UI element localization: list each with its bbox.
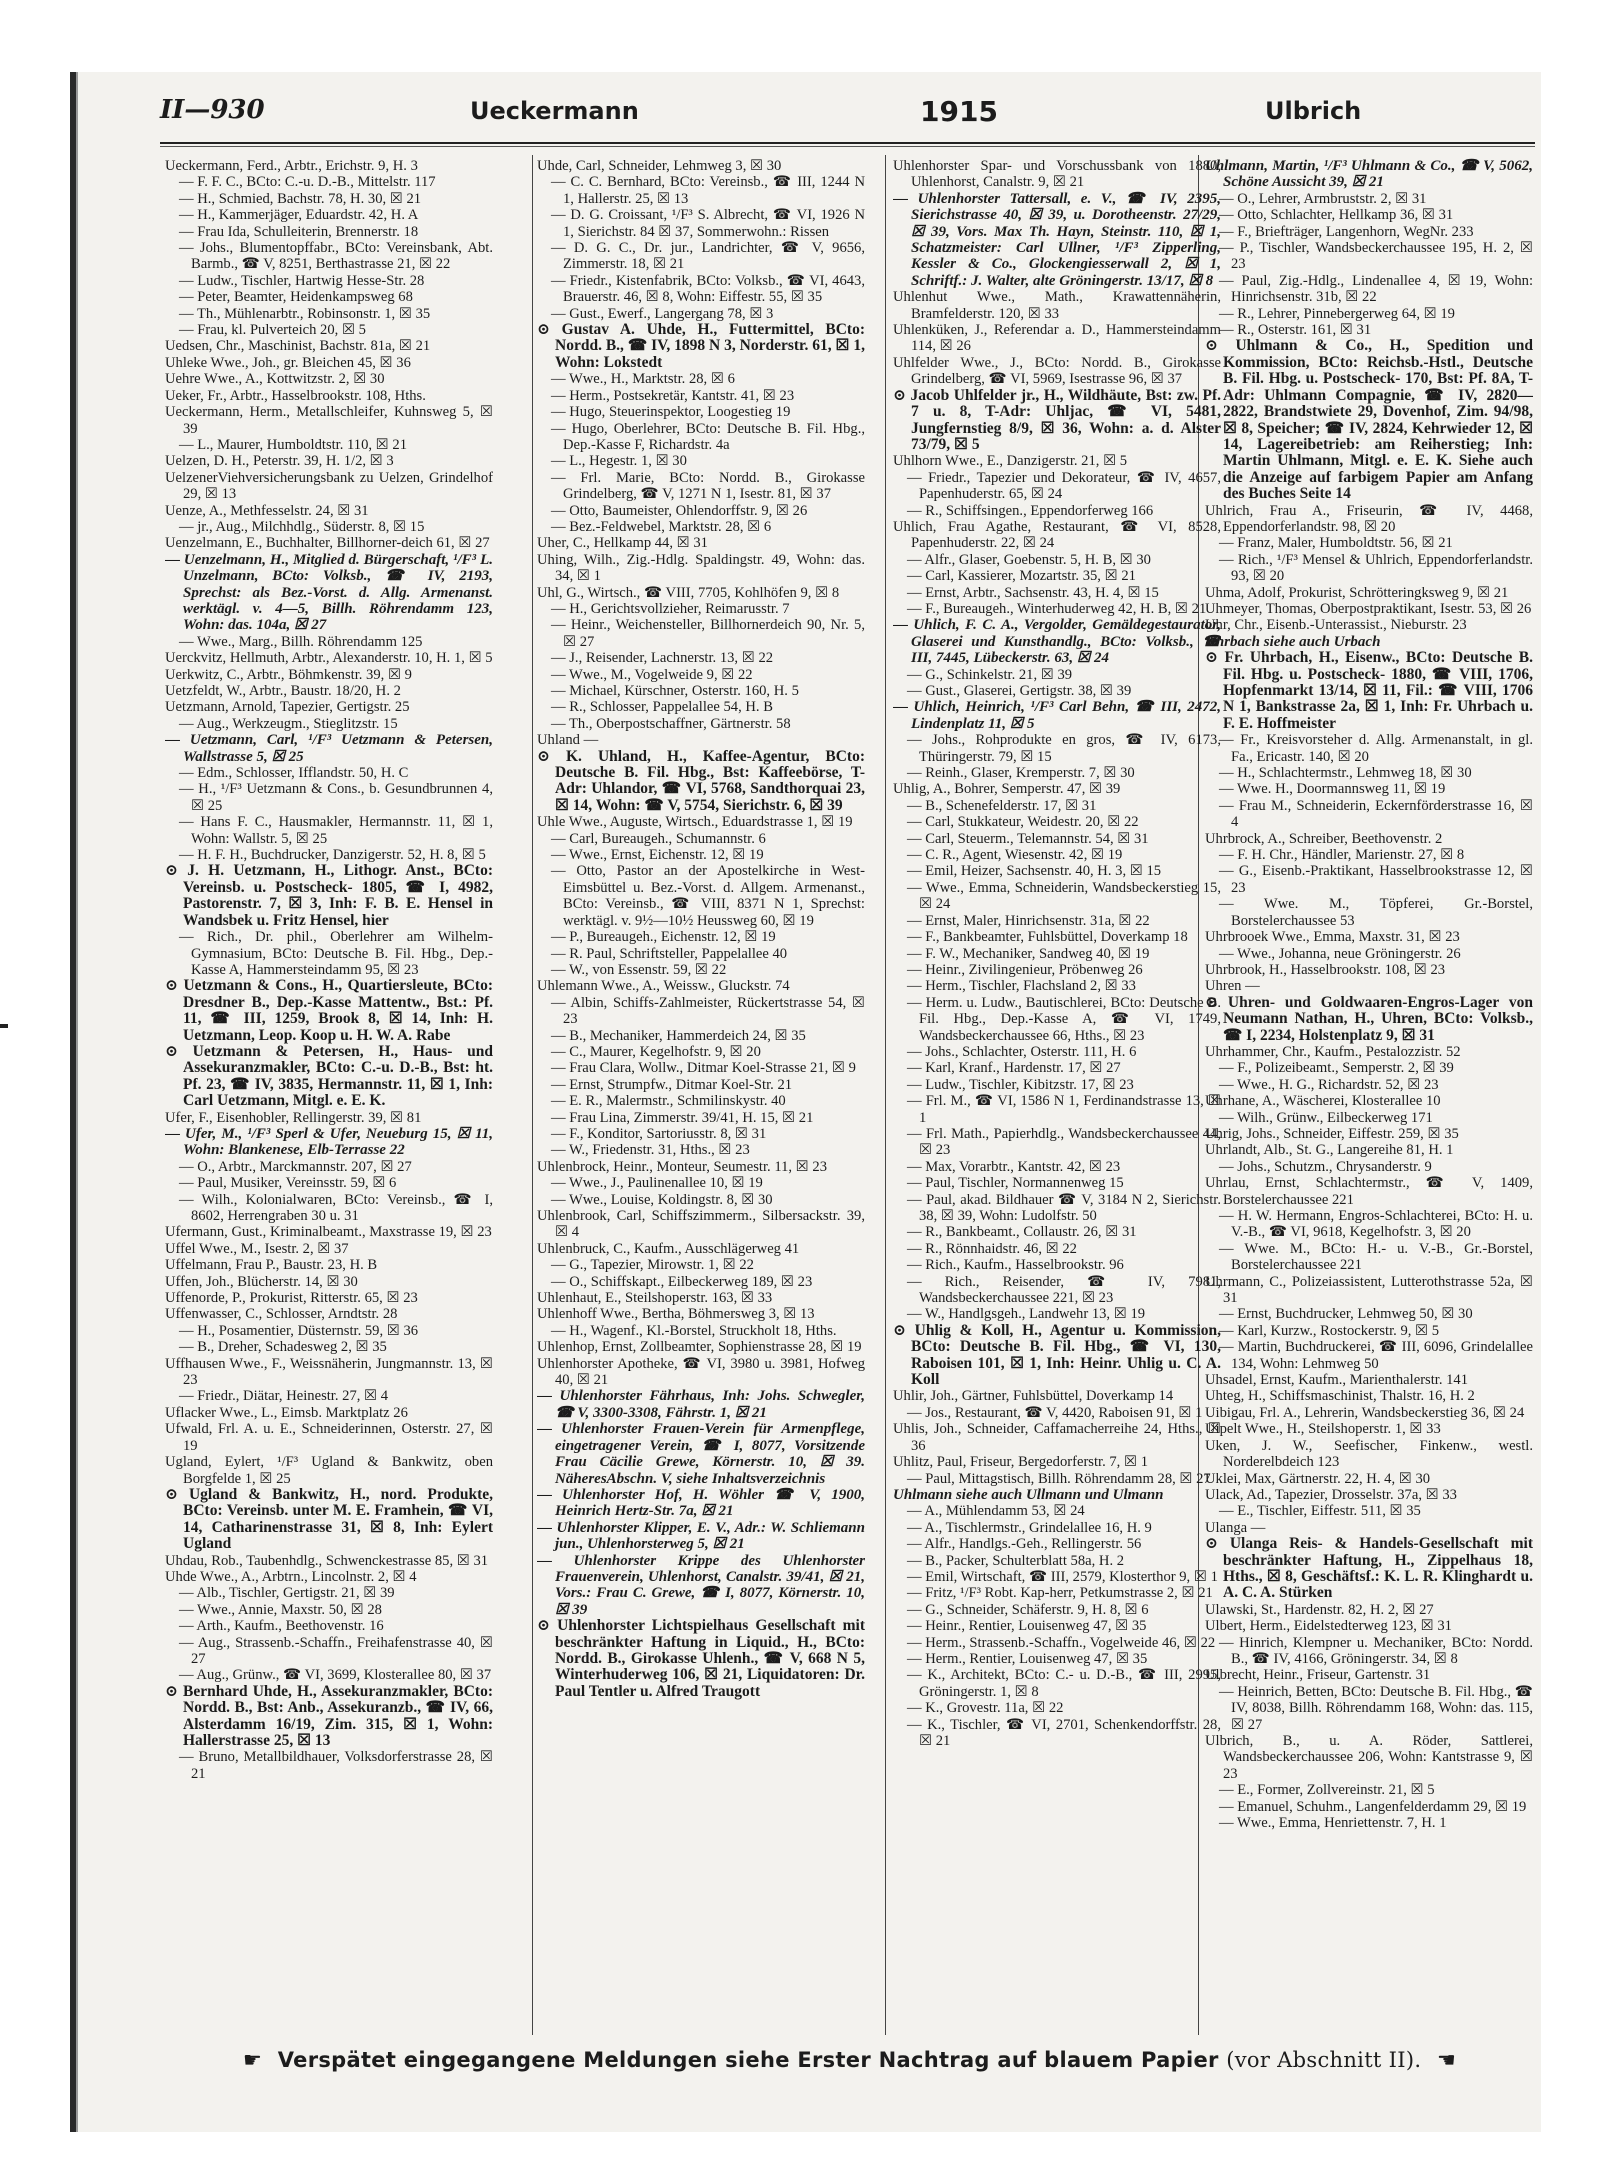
directory-entry: Uedsen, Chr., Maschinist, Bachstr. 81a, ☒ 21 — [165, 338, 431, 355]
directory-entry: ⊙ Ulanga Reis- & Handels-Gesellschaft mit beschränkter Haftung, H., Zippelhaus 18, Hths., ☒ 8, Geschäftsf.: K. L. R. Klinghardt u. A. C. A. Stürken — [1205, 1535, 1533, 1602]
directory-entry: ⊙ J. H. Uetzmann, H., Lithogr. Anst., BCto: Vereinsb. u. Postscheck- 1805, ☎ I, 4982, Pastorenstr. 7, ☒ 3, Inh: F. B. E. Hensel in Wandsbek u. Fritz Hensel, hier — [165, 862, 493, 929]
directory-entry: Ugland, Eylert, ¹/F³ Ugland & Bankwitz, oben Borgfelde 1, ☒ 25 — [165, 1454, 493, 1487]
directory-entry: Uhren — — [1205, 978, 1260, 995]
directory-entry: — Heinr., Weichensteller, Billhornerdeich 90, Nr. 5, ☒ 27 — [551, 617, 865, 650]
running-header — [90, 95, 1530, 135]
directory-entry: — E., Tischler, Eiffestr. 511, ☒ 35 — [1219, 1503, 1421, 1520]
directory-entry: — L., Maurer, Humboldtstr. 110, ☒ 21 — [179, 436, 408, 453]
directory-entry: — Herm., Strassenb.-Schaffn., Vogelweide 46, ☒ 22 — [907, 1634, 1216, 1651]
directory-entry: — Herm., Postsekretär, Kantstr. 41, ☒ 23 — [551, 387, 795, 404]
directory-entry: — J., Reisender, Lachnerstr. 13, ☒ 22 — [551, 650, 774, 667]
directory-entry: Uffenwasser, C., Schlosser, Arndtstr. 28 — [165, 1306, 398, 1323]
directory-entry: Uhlenküken, J., Referendar a. D., Hammersteindamm 114, ☒ 26 — [893, 322, 1221, 355]
directory-entry: — Wwe., Johanna, neue Gröningerstr. 26 — [1219, 945, 1461, 962]
directory-entry: — P., Tischler, Wandsbeckerchaussee 195, H. 2, ☒ 23 — [1219, 240, 1533, 273]
directory-entry: — W., Friedenstr. 31, Hths., ☒ 23 — [551, 1142, 750, 1159]
directory-entry: — R., Lehrer, Pinnebergerweg 64, ☒ 19 — [1219, 305, 1455, 322]
directory-entry: — Bruno, Metallbildhauer, Volksdorferstrasse 28, ☒ 21 — [179, 1749, 493, 1782]
directory-entry: — Johs., Blumentopffabr., BCto: Vereinsbank, Abt. Barmb., ☎ V, 8251, Berthastrasse 21, ☒ 22 — [179, 240, 493, 273]
directory-entry: — B., Dreher, Schadesweg 2, ☒ 35 — [179, 1339, 387, 1356]
directory-entry: Uhrbrook, H., Hasselbrookstr. 108, ☒ 23 — [1205, 961, 1446, 978]
directory-entry: Uhle Wwe., Auguste, Wirtsch., Eduardstrasse 1, ☒ 19 — [537, 814, 853, 831]
directory-column-1 — [165, 158, 493, 2033]
directory-entry: Uhdau, Rob., Taubenhdlg., Schwenckestrasse 85, ☒ 31 — [165, 1552, 489, 1569]
directory-entry: Uhlrich, Frau A., Friseurin, ☎ IV, 4468, Eppendorferlandstr. 98, ☒ 20 — [1205, 502, 1533, 535]
directory-entry: Ufer, F., Eisenhobler, Rellingerstr. 39, ☒ 81 — [165, 1109, 422, 1126]
directory-entry: — Wilh., Grünw., Eilbeckerweg 171 — [1219, 1109, 1433, 1126]
directory-entry: Uhlenhorster Apotheke, ☎ VI, 3980 u. 3981, Hofweg 40, ☒ 21 — [537, 1355, 865, 1389]
directory-entry: ⊙ K. Uhland, H., Kaffee-Agentur, BCto: Deutsche B. Fil. Hbg., Bst: Kaffeebörse, T-Adr: Uhlandor, ☎ VI, 5768, Sandthorquai 23, ☒ 14, Wohn: ☎ V, 5754, Sierichstr. 6, ☒ 39 — [537, 747, 865, 814]
directory-entry: — Alfr., Handlgs.-Geh., Rellingerstr. 56 — [907, 1536, 1142, 1553]
directory-entry: Ulack, Ad., Tapezier, Drosselstr. 37a, ☒ 33 — [1205, 1486, 1457, 1503]
directory-entry: — Alfr., Glaser, Goebenstr. 5, H. B, ☒ 30 — [907, 551, 1151, 568]
directory-entry: Uhrlandt, Alb., St. G., Langereihe 81, H. 1 — [1205, 1142, 1454, 1159]
directory-entry: ⊙ Uhlig & Koll, H., Agentur u. Kommission, BCto: Deutsche B. Fil. Hbg., ☎ VI, 130, Raboisen 101, ☒ 1, Inh: Heinr. Uhlig u. C. A. Koll — [893, 1321, 1221, 1389]
directory-entry: Uhrmann, C., Polizeiassistent, Lutterothstrasse 52a, ☒ 31 — [1205, 1273, 1533, 1307]
directory-entry: Uhlenhoff Wwe., Bertha, Böhmersweg 3, ☒ 13 — [537, 1306, 815, 1323]
directory-entry: — L., Hegestr. 1, ☒ 30 — [551, 453, 687, 470]
directory-entry: Uhrig, Johs., Schneider, Eiffestr. 259, ☒ 35 — [1205, 1125, 1459, 1142]
directory-entry: ⊙ Uhlmann & Co., H., Spedition und Kommission, BCto: Reichsb.-Hstl., Deutsche B. Fil. Hbg. u. Postscheck- 170, Bst: Pf. 8A, T-Adr: Uhlmann Compagnie, ☎ IV, 2820—2822, Brandstwiete 29, Dovenhof, Zim. 94/98, ☒ 8, Speicher; ☎ IV, 2824, Kehrwieder 12, ☒ 14, Lagereibetrieb: am Reiherstieg; Inh: Martin Uhlmann, Mitgl. e. E. K. Siehe auch die Anzeige auf farbigem Papier am Anfang des Buches Seite 14 — [1205, 337, 1533, 503]
directory-entry: — H., Schlachtermstr., Lehmweg 18, ☒ 30 — [1219, 765, 1472, 782]
directory-entry: — G., Tapezier, Mirowstr. 1, ☒ 22 — [551, 1257, 754, 1274]
directory-entry: — Herm., Tischler, Flachsland 2, ☒ 33 — [907, 978, 1136, 995]
directory-entry: — W., Handlgsgeh., Landwehr 13, ☒ 19 — [907, 1306, 1146, 1323]
directory-entry: — H. W. Hermann, Engros-Schlachterei, BCto: H. u. V.-B., ☎ VI, 9618, Kegelhofstr. 3, ☒ 20 — [1219, 1208, 1533, 1241]
directory-entry: — Hugo, Oberlehrer, BCto: Deutsche B. Fil. Hbg., Dep.-Kasse F, Richardstr. 4a — [551, 420, 865, 453]
directory-entry: Uhl, G., Wirtsch., ☎ VIII, 7705, Kohlhöfen 9, ☒ 8 — [537, 584, 840, 601]
directory-entry: Uhlich, Frau Agathe, Restaurant, ☎ VI, 8528, Papenhuderstr. 22, ☒ 24 — [893, 518, 1221, 552]
directory-entry: — Fritz, ¹/F³ Robt. Kap-herr, Petkumstrasse 2, ☒ 21 — [907, 1585, 1213, 1602]
directory-entry: — B., Mechaniker, Hammerdeich 24, ☒ 35 — [551, 1027, 806, 1044]
pointing-hand-left-icon: ☛ — [243, 2048, 263, 2072]
directory-entry: — Otto, Schlachter, Hellkamp 36, ☒ 31 — [1219, 207, 1454, 224]
directory-entry: — Johs., Rohprodukte en gros, ☎ IV, 6173, Thüringerstr. 79, ☒ 15 — [907, 732, 1221, 765]
directory-entry: Uhlenhorster Spar- und Vorschussbank von 1880, Uhlenhorst, Canalstr. 9, ☒ 21 — [893, 158, 1221, 191]
directory-entry: — Wwe. H., Doormannsweg 11, ☒ 19 — [1219, 781, 1446, 798]
directory-entry: Uhrbrooek Wwe., Emma, Maxstr. 31, ☒ 23 — [1205, 929, 1460, 946]
directory-entry: Uipelt Wwe., H., Steilshoperstr. 1, ☒ 33 — [1205, 1421, 1441, 1438]
directory-entry: Uhlir, Joh., Gärtner, Fuhlsbüttel, Doverkamp 14 — [893, 1388, 1174, 1405]
directory-entry: Uhteg, H., Schiffsmaschinist, Thalstr. 16, H. 2 — [1205, 1388, 1475, 1405]
pointing-hand-right-icon: ☚ — [1436, 2048, 1457, 2072]
directory-entry: Ufermann, Gust., Kriminalbeamt., Maxstrasse 19, ☒ 23 — [165, 1224, 492, 1241]
directory-entry: — Hugo, Steuerinspektor, Loogestieg 19 — [551, 404, 791, 421]
directory-entry: Uhr, Chr., Eisenb.-Unterassist., Nieburstr. 23 — [1205, 617, 1467, 634]
directory-entry: Ueckermann, Ferd., Arbtr., Erichstr. 9, H. 3 — [165, 158, 418, 174]
directory-entry: — Gust., Ewerf., Langergang 78, ☒ 3 — [551, 305, 774, 322]
directory-entry: — Wwe., M., Vogelweide 9, ☒ 22 — [551, 666, 753, 683]
directory-entry: — Hinrich, Klempner u. Mechaniker, BCto: Nordd. B., ☎ IV, 4166, Gröningerstr. 34, ☒ 8 — [1219, 1634, 1533, 1667]
directory-entry: — Carl, Bureaugeh., Schumannstr. 6 — [551, 830, 766, 847]
directory-entry: Uhlenbrock, Heinr., Monteur, Seumestr. 11, ☒ 23 — [537, 1158, 828, 1175]
header-first-entry: Ueckermann — [470, 97, 639, 125]
directory-entry: Uflacker Wwe., L., Eimsb. Marktplatz 26 — [165, 1404, 408, 1421]
directory-entry: ⊙ Bernhard Uhde, H., Assekuranzmakler, BCto: Nordd. B., Bst: Anb., Assekuranzb., ☎ IV, 66, Alsterdamm 16/19, Zim. 315, ☒ 1, Wohn: Hallerstrasse 25, ☒ 13 — [165, 1682, 493, 1749]
directory-entry: — Johs., Schutzm., Chrysanderstr. 9 — [1219, 1158, 1432, 1175]
directory-entry: Ulbert, Herm., Eidelstedterweg 123, ☒ 31 — [1205, 1618, 1452, 1635]
header-rule — [160, 142, 1535, 144]
directory-entry: Uhlfelder Wwe., J., BCto: Nordd. B., Girokasse Grindelberg, ☎ VI, 5969, Isestrasse 96, ☒ 37 — [893, 354, 1221, 388]
directory-entry: — Peter, Beamter, Heidenkampsweg 68 — [179, 289, 413, 306]
page-number: II—930 — [160, 95, 265, 125]
directory-entry: — H., ¹/F³ Uetzmann & Cons., b. Gesundbrunnen 4, ☒ 25 — [179, 781, 493, 814]
directory-entry: — Karl, Kranf., Hardenstr. 17, ☒ 27 — [907, 1060, 1121, 1077]
directory-entry: Uher, C., Hellkamp 44, ☒ 31 — [537, 535, 708, 552]
directory-entry: Uklei, Max, Gärtnerstr. 22, H. 4, ☒ 30 — [1205, 1470, 1431, 1487]
directory-entry: — H., Kammerjäger, Eduardstr. 42, H. A — [179, 207, 419, 224]
directory-entry: — A., Mühlendamm 53, ☒ 24 — [907, 1503, 1085, 1520]
directory-entry: Uerckvitz, Hellmuth, Arbtr., Alexanderstr. 10, H. 1, ☒ 5 — [165, 650, 493, 667]
directory-entry: Uenze, A., Methfesselstr. 24, ☒ 31 — [165, 502, 369, 519]
directory-entry: Uhlig, A., Bohrer, Semperstr. 47, ☒ 39 — [893, 781, 1121, 798]
directory-entry: — Frau, kl. Pulverteich 20, ☒ 5 — [179, 322, 366, 339]
directory-entry: — Emil, Heizer, Sachsenstr. 40, H. 3, ☒ 15 — [907, 863, 1162, 880]
directory-entry: — Herm., Rentier, Louisenweg 47, ☒ 35 — [907, 1650, 1148, 1667]
directory-entry: — Herm. u. Ludw., Bautischlerei, BCto: Deutsche B. Fil. Hbg., Dep.-Kasse A, ☎ VI, 1749, Wandsbeckerchaussee 66, Hths., ☒ 23 — [907, 994, 1221, 1044]
directory-entry: — A., Tischlermstr., Grindelallee 16, H. 9 — [907, 1519, 1152, 1536]
directory-entry: — Ernst, Buchdrucker, Lehmweg 50, ☒ 30 — [1219, 1306, 1473, 1323]
directory-entry: — H., Posamentier, Düsternstr. 59, ☒ 36 — [179, 1322, 419, 1339]
directory-entry: — Bez.-Feldwebel, Marktstr. 28, ☒ 6 — [551, 518, 772, 535]
directory-entry: — Rich., Dr. phil., Oberlehrer am Wilhelm-Gymnasium, BCto: Deutsche B. Fil. Hbg., Dep.-Kasse A, Hammersteindamm 95, ☒ 23 — [179, 929, 493, 978]
directory-entry: — Karl, Kurzw., Rostockerstr. 9, ☒ 5 — [1219, 1322, 1440, 1339]
directory-entry: — Fr., Kreisvorsteher d. Allg. Armenanstalt, in gl. Fa., Ericastr. 140, ☒ 20 — [1219, 732, 1533, 765]
directory-entry: — D. G. C., Dr. jur., Landrichter, ☎ V, 9656, Zimmerstr. 18, ☒ 21 — [551, 240, 865, 273]
directory-entry: — Wwe., Annie, Maxstr. 50, ☒ 28 — [179, 1601, 382, 1618]
directory-entry: Uhlhorn Wwe., E., Danzigerstr. 21, ☒ 5 — [893, 453, 1128, 470]
directory-entry: UelzenerViehversicherungsbank zu Uelzen, Grindelhof 29, ☒ 13 — [165, 469, 493, 503]
directory-entry: Uhlitz, Paul, Friseur, Bergedorferstr. 7, ☒ 1 — [893, 1454, 1149, 1471]
directory-entry: Uffel Wwe., M., Isestr. 2, ☒ 37 — [165, 1240, 349, 1257]
footer-notice-text: Verspätet eingegangene Meldungen siehe Erster Nachtrag auf blauem Papier — [277, 2048, 1219, 2072]
directory-entry: Uhlenbrook, Carl, Schiffszimmerm., Silbersackstr. 39, ☒ 4 — [537, 1208, 865, 1241]
directory-entry: Uffelmann, Frau P., Baustr. 23, H. B — [165, 1257, 378, 1274]
directory-entry: — H. F. H., Buchdrucker, Danzigerstr. 52, H. 8, ☒ 5 — [179, 847, 486, 864]
directory-entry: — Albin, Schiffs-Zahlmeister, Rückertstrasse 54, ☒ 23 — [551, 994, 865, 1028]
directory-entry: — C. C. Bernhard, BCto: Vereinsb., ☎ III, 1244 N 1, Hallerstr. 25, ☒ 13 — [551, 174, 865, 207]
directory-entry: — R. Paul, Schriftsteller, Pappelallee 40 — [551, 945, 788, 962]
directory-entry: — Gust., Glaserei, Gertigstr. 38, ☒ 39 — [907, 683, 1132, 699]
directory-entry: — Johs., Schlachter, Osterstr. 111, H. 6 — [907, 1043, 1137, 1060]
directory-entry: — Ernst, Arbtr., Sachsenstr. 43, H. 4, ☒ 15 — [907, 584, 1159, 601]
directory-entry: — F. H. Chr., Händler, Marienstr. 27, ☒ 8 — [1219, 847, 1465, 864]
header-year: 1915 — [920, 95, 998, 128]
directory-entry: Ufwald, Frl. A. u. E., Schneiderinnen, Osterstr. 27, ☒ 19 — [165, 1421, 493, 1454]
directory-entry: — Aug., Grünw., ☎ VI, 3699, Klosterallee 80, ☒ 37 — [179, 1667, 492, 1684]
header-last-entry: Ulbrich — [1265, 97, 1362, 125]
directory-entry: — O., Schiffskapt., Eilbeckerweg 189, ☒ 23 — [551, 1273, 813, 1290]
directory-entry: — Carl, Kassierer, Mozartstr. 35, ☒ 21 — [907, 568, 1136, 585]
directory-entry: — Uetzmann, Carl, ¹/F³ Uetzmann & Petersen, Wallstrasse 5, ☒ 25 — [165, 732, 493, 765]
directory-entry: — R., Rönnhaidstr. 46, ☒ 22 — [907, 1240, 1077, 1257]
directory-entry: — K., Grovestr. 11a, ☒ 22 — [907, 1700, 1064, 1717]
directory-entry: — Hans F. C., Hausmakler, Hermannstr. 11, ☒ 1, Wohn: Wallstr. 5, ☒ 25 — [179, 814, 493, 847]
header-rule-thin — [160, 146, 1535, 147]
directory-entry: Uhing, Wilh., Zig.-Hdlg. Spaldingstr. 49, Wohn: das. 34, ☒ 1 — [537, 551, 865, 585]
directory-entry: Uhleke Wwe., Joh., gr. Bleichen 45, ☒ 36 — [165, 354, 411, 371]
directory-entry: — Uhlenhorster Klipper, E. V., Adr.: W. Schliemann jun., Uhlenhorsterweg 5, ☒ 21 — [537, 1519, 865, 1553]
directory-entry: Uhrhane, A., Wäscherei, Klosterallee 10 — [1205, 1093, 1441, 1110]
directory-entry: — Otto, Pastor an der Apostelkirche in West-Eimsbüttel u. Bez.-Vorst. d. Allgem. Armenanst., BCto: Vereinsb., ☎ VIII, 8371 N 1, Sprechst: werktägl. v. 9½—10½ Heussweg 60, ☒ 19 — [551, 863, 865, 929]
directory-entry: — G., Schinkelstr. 21, ☒ 39 — [907, 666, 1073, 683]
directory-entry: — R., Schlosser, Pappelallee 54, H. B — [551, 699, 773, 716]
directory-entry: Uken, J. W., Seefischer, Finkenw., westl. Norderelbdeich 123 — [1205, 1437, 1533, 1471]
directory-entry: — F. W., Mechaniker, Sandweg 40, ☒ 19 — [907, 945, 1150, 962]
directory-entry: — Rich., Kaufm., Hasselbrookstr. 96 — [907, 1257, 1124, 1274]
directory-entry: Uhlenhut Wwe., Math., Krawattennäherin, Bramfelderstr. 120, ☒ 33 — [893, 289, 1221, 322]
directory-entry: ⊙ Uhren- und Goldwaaren-Engros-Lager von Neumann Nathan, H., Uhren, BCto: Volksb., ☎ I, 2234, Holstenplatz 9, ☒ 31 — [1205, 993, 1533, 1044]
directory-entry: ⊙ Gustav A. Uhde, H., Futtermittel, BCto: Nordd. B., ☎ IV, 1898 N 3, Norderstr. 61, ☒ 1, Wohn: Lokstedt — [537, 321, 865, 371]
directory-entry: — F., Bureaugeh., Winterhuderweg 42, H. B, ☒ 21 — [907, 600, 1207, 617]
directory-entry: — Uhlich, Heinrich, ¹/F³ Carl Behn, ☎ III, 2472, Lindenplatz 11, ☒ 5 — [893, 699, 1221, 732]
directory-entry: — Wwe., Emma, Henriettenstr. 7, H. 1 — [1219, 1815, 1447, 1832]
directory-entry: ⊙ Jacob Uhlfelder jr., H., Wildhäute, Bst: zw. Pf. 7 u. 8, T-Adr: Uhljac, ☎ VI, 5481, Jungfernstieg 8/9, ☒ 36, Wohn: a. d. Alster 73/79, ☒ 5 — [893, 386, 1221, 453]
directory-entry: ⊙ Uhlenhorster Lichtspielhaus Gesellschaft mit beschränkter Haftung in Liquid., H., BCto: Nordd. B., Girokasse Uhlenh., ☎ V, 668 N 5, Winterhuderweg 106, ☒ 21, Liquidatoren: Dr. Paul Tentler u. Alfred Traugott — [537, 1617, 865, 1700]
directory-column-4 — [1205, 158, 1533, 2033]
directory-entry: — Carl, Steuerm., Telemannstr. 54, ☒ 31 — [907, 830, 1149, 847]
directory-entry: — Wwe., Marg., Billh. Röhrendamm 125 — [179, 633, 423, 650]
directory-entry: — Frl. Marie, BCto: Nordd. B., Girokasse Grindelberg, ☎ V, 1271 N 1, Isestr. 81, ☒ 37 — [551, 469, 865, 503]
directory-entry: — Ufer, M., ¹/F³ Sperl & Ufer, Neueburg 15, ☒ 11, Wohn: Blankenese, Elb-Terrasse 22 — [165, 1125, 493, 1159]
directory-entry: Uhlenbruck, C., Kaufm., Ausschlägerweg 41 — [537, 1240, 800, 1257]
directory-entry: — F., Briefträger, Langenhorn, WegNr. 233 — [1219, 223, 1474, 240]
scan-edge-mark — [0, 1024, 8, 1028]
directory-entry: — Paul, Musiker, Vereinsstr. 59, ☒ 6 — [179, 1175, 397, 1192]
directory-entry: — Paul, Zig.-Hdlg., Lindenallee 4, ☒ 19, Wohn: Hinrichsenstr. 31b, ☒ 22 — [1219, 272, 1533, 306]
directory-entry: — K., Architekt, BCto: C.- u. D.-B., ☎ III, 2995, Gröningerstr. 1, ☒ 8 — [907, 1667, 1221, 1700]
directory-entry: — Uhlenhorster Hof, H. Wöhler ☎ V, 1900, Heinrich Hertz-Str. 7a, ☒ 21 — [537, 1486, 865, 1520]
directory-entry: — Heinr., Zivilingenieur, Pröbenweg 26 — [907, 961, 1143, 978]
directory-entry: Uhde Wwe., A., Arbtrn., Lincolnstr. 2, ☒ 4 — [165, 1568, 417, 1585]
directory-entry: — F., Bankbeamter, Fuhlsbüttel, Doverkamp 18 — [907, 929, 1188, 946]
directory-entry: ⊙ Fr. Uhrbach, H., Eisenw., BCto: Deutsche B. Fil. Hbg. u. Postscheck- 1880, ☎ VIII, 1706, Hopfenmarkt 13/14, ☒ 11, Fil.: ☎ VIII, 1706 N 1, Bankstrasse 2a, ☒ 1, Inh: Fr. Uhrbach u. F. E. Hoffmeister — [1205, 649, 1533, 732]
directory-entry: — Friedr., Kistenfabrik, BCto: Volksb., ☎ VI, 4643, Brauerstr. 46, ☒ 8, Wohn: Eiffestr. 55, ☒ 35 — [551, 272, 865, 306]
directory-entry: Ulanga — — [1205, 1519, 1266, 1536]
directory-entry: — B., Schenefelderstr. 17, ☒ 31 — [907, 797, 1097, 814]
directory-entry: ⊙ Uetzmann & Cons., H., Quartiersleute, BCto: Dresdner B., Dep.-Kasse Mattentw., Bst.: Pf. 11, ☎ III, 1259, Brook 8, ☒ 14, Inh: H. Uetzmann, Leop. Koop u. H. W. A. Rabe — [165, 977, 493, 1044]
directory-entry: — Wwe., Ernst, Eichenstr. 12, ☒ 19 — [551, 847, 764, 864]
directory-entry: Uffenorde, P., Prokurist, Ritterstr. 65, ☒ 23 — [165, 1290, 418, 1307]
directory-entry: Ueckermann, Herm., Metallschleifer, Kuhnsweg 5, ☒ 39 — [165, 404, 493, 437]
directory-entry: — jr., Aug., Milchhdlg., Süderstr. 8, ☒ 15 — [179, 518, 425, 535]
directory-entry: — Martin, Buchdruckerei, ☎ III, 6096, Grindelallee 134, Wohn: Lehmweg 50 — [1219, 1339, 1533, 1372]
directory-entry: Uhlenhaut, E., Steilshoperstr. 163, ☒ 33 — [537, 1290, 773, 1307]
directory-entry: — Carl, Stukkateur, Weidestr. 20, ☒ 22 — [907, 814, 1139, 831]
directory-entry: — Ernst, Maler, Hinrichsenstr. 31a, ☒ 22 — [907, 912, 1150, 929]
directory-entry: Uhlmann siehe auch Ullmann und Ulmann — [893, 1486, 1164, 1503]
directory-entry: Ueker, Fr., Arbtr., Hasselbrookstr. 108, Hths. — [165, 387, 426, 404]
directory-entry: Uelzen, D. H., Peterstr. 39, H. 1/2, ☒ 3 — [165, 453, 394, 470]
directory-entry: Uffen, Joh., Blücherstr. 14, ☒ 30 — [165, 1273, 358, 1290]
directory-entry: — Wwe., Emma, Schneiderin, Wandsbeckerstieg 15, ☒ 24 — [907, 879, 1221, 913]
directory-entry: Uhlis, Joh., Schneider, Caffamacherreihe 24, Hths., ☒ 36 — [893, 1421, 1221, 1454]
directory-entry: — Franz, Maler, Humboldtstr. 56, ☒ 21 — [1219, 535, 1453, 552]
directory-entry: — F., Konditor, Sartoriusstr. 8, ☒ 31 — [551, 1125, 767, 1142]
directory-entry: — Frl. M., ☎ VI, 1586 N 1, Ferdinandstrasse 13, ☒ 1 — [907, 1093, 1221, 1126]
directory-entry: — Wwe., H., Marktstr. 28, ☒ 6 — [551, 371, 735, 388]
directory-entry: — Uhlenhorster Tattersall, e. V., ☎ IV, 2395, Sierichstrasse 40, ☒ 39, u. Dorotheenstr. 27/29, ☒ 39, Vors. Max Th. Hayn, Steinstr. 110, ☒ 1, Schatzmeister: Carl Ullner, ¹/F³ Zipperling, Kessler & Co., Glockengiesserwall 2, ☒ 1, Schriftf.: J. Walter, alte Gröningerstr. 13/17, ☒ 8 — [893, 190, 1221, 289]
directory-entry: — Heinr., Rentier, Louisenweg 47, ☒ 35 — [907, 1618, 1147, 1635]
directory-entry: — Paul, akad. Bildhauer ☎ V, 3184 N 2, Sierichstr. 38, ☒ 39, Wohn: Ludolfstr. 50 — [907, 1191, 1221, 1224]
directory-entry: ⊙ Uetzmann & Petersen, H., Haus- und Assekuranzmakler, BCto: C.-u. D.-B., Bst: ht. Pf. 23, ☎ IV, 3835, Hermannstr. 11, ☒ 1, Inh: Carl Uetzmann, Mitgl. e. E. K. — [165, 1042, 493, 1110]
directory-entry: — H., Schmied, Bachstr. 78, H. 30, ☒ 21 — [179, 190, 422, 207]
directory-entry: — Paul, Mittagstisch, Billh. Röhrendamm 28, ☒ 27 — [907, 1470, 1211, 1487]
directory-entry: — Friedr., Diätar, Heinestr. 27, ☒ 4 — [179, 1388, 389, 1405]
directory-entry: — G., Eisenb.-Praktikant, Hasselbrookstrasse 12, ☒ 23 — [1219, 863, 1533, 896]
directory-entry: Ulbrecht, Heinr., Friseur, Gartenstr. 31 — [1205, 1667, 1431, 1684]
directory-entry: — Ludw., Tischler, Hartwig Hesse-Str. 28 — [179, 272, 425, 289]
directory-entry: Uenzelmann, E., Buchhalter, Billhorner-deich 61, ☒ 27 — [165, 535, 490, 552]
directory-entry: — H., Wagenf., Kl.-Borstel, Struckholt 18, Hths. — [551, 1322, 837, 1339]
column-divider — [885, 155, 886, 2035]
directory-entry: — O., Lehrer, Armbruststr. 2, ☒ 31 — [1219, 190, 1427, 207]
directory-entry: Uhsadel, Ernst, Kaufm., Marienthalerstr. 141 — [1205, 1372, 1469, 1389]
directory-entry: — Michael, Kürschner, Osterstr. 160, H. 5 — [551, 683, 799, 699]
directory-entry: — Frau Ida, Schulleiterin, Brennerstr. 18 — [179, 223, 419, 240]
directory-entry: Uhmeyer, Thomas, Oberpostpraktikant, Isestr. 53, ☒ 26 — [1205, 600, 1532, 617]
footer-notice-reference: (vor Abschnitt II). — [1226, 2048, 1422, 2072]
column-divider — [532, 155, 533, 2035]
directory-entry: Uhland — — [537, 732, 599, 749]
directory-entry: — Wwe. M., Töpferei, Gr.-Borstel, Borstelerchaussee 53 — [1219, 896, 1533, 929]
directory-entry: — Th., Oberpostschaffner, Gärtnerstr. 58 — [551, 715, 791, 732]
directory-entry: — D. G. Croissant, ¹/F³ S. Albrecht, ☎ VI, 1926 N 1, Sierichstr. 84 ☒ 37, Sommerwohn.: Rissen — [551, 207, 865, 240]
directory-entry: Uetzmann, Arnold, Tapezier, Gertigstr. 25 — [165, 699, 410, 716]
directory-entry: — Reinh., Glaser, Kremperstr. 7, ☒ 30 — [907, 765, 1135, 782]
directory-entry: Uhde, Carl, Schneider, Lehmweg 3, ☒ 30 — [537, 158, 782, 174]
directory-entry: — R., Bankbeamt., Collaustr. 26, ☒ 31 — [907, 1224, 1137, 1241]
directory-entry: — Ernst, Strumpfw., Ditmar Koel-Str. 21 — [551, 1076, 793, 1093]
directory-entry: — Wwe., Louise, Koldingstr. 8, ☒ 30 — [551, 1191, 773, 1208]
directory-entry: — Arth., Kaufm., Beethovenstr. 16 — [179, 1618, 384, 1635]
directory-entry: — Otto, Baumeister, Ohlendorffstr. 9, ☒ 26 — [551, 502, 808, 519]
directory-entry: — E., Former, Zollvereinstr. 21, ☒ 5 — [1219, 1782, 1435, 1799]
directory-entry: — Edm., Schlosser, Ifflandstr. 50, H. C — [179, 765, 409, 782]
directory-entry: Uhlmann, Martin, ¹/F³ Uhlmann & Co., ☎ V, 5062, Schöne Aussicht 39, ☒ 21 — [1205, 158, 1533, 191]
directory-entry: — R., Schiffsingen., Eppendorferweg 166 — [907, 502, 1154, 519]
directory-entry: — Paul, Tischler, Normannenweg 15 — [907, 1175, 1124, 1192]
directory-entry: — Wilh., Kolonialwaren, BCto: Vereinsb., ☎ I, 8602, Herrengraben 30 u. 31 — [179, 1191, 493, 1224]
footer-notice — [235, 2048, 1535, 2072]
directory-entry: — Wwe., J., Paulinenallee 10, ☒ 19 — [551, 1175, 763, 1192]
directory-entry: Uehre Wwe., A., Kottwitzstr. 2, ☒ 30 — [165, 371, 385, 388]
directory-entry: — Frau Lina, Zimmerstr. 39/41, H. 15, ☒ 21 — [551, 1109, 814, 1126]
directory-entry: — C. R., Agent, Wiesenstr. 42, ☒ 19 — [907, 847, 1123, 864]
directory-entry: — P., Bureaugeh., Eichenstr. 12, ☒ 19 — [551, 929, 776, 946]
directory-entry: — F. F. C., BCto: C.-u. D.-B., Mittelstr. 117 — [179, 174, 436, 191]
directory-entry: — Frau Clara, Wollw., Ditmar Koel-Strasse 21, ☒ 9 — [551, 1060, 856, 1077]
directory-entry: — Uenzelmann, H., Mitglied d. Bürgerschaft, ¹/F³ L. Unzelmann, BCto: Volksb., ☎ IV, 2193, Sprechst: als Bez.-Vorst. d. Allg. Armenanst. werktägl. v. 4—5, Billh. Röhrendamm 123, Wohn: das. 104a, ☒ 27 — [165, 551, 493, 634]
directory-column-3 — [893, 158, 1221, 2033]
directory-entry: Uhlemann Wwe., A., Weissw., Gluckstr. 74 — [537, 978, 790, 995]
directory-entry: Uhrbach siehe auch Urbach — [1205, 633, 1381, 650]
directory-entry: — Max, Vorarbtr., Kantstr. 42, ☒ 23 — [907, 1158, 1121, 1175]
directory-entry: — Rich., ¹/F³ Mensel & Uhlrich, Eppendorferlandstr. 93, ☒ 20 — [1219, 551, 1533, 585]
directory-entry: Uhma, Adolf, Prokurist, Schrötteringksweg 9, ☒ 21 — [1205, 584, 1509, 601]
directory-entry: — F., Polizeibeamt., Semperstr. 2, ☒ 39 — [1219, 1060, 1454, 1077]
directory-entry: Uhlenhop, Ernst, Zollbeamter, Sophienstrasse 28, ☒ 19 — [537, 1339, 862, 1356]
directory-entry: — Uhlenhorster Frauen-Verein für Armenpflege, eingetragener Verein, ☎ I, 8077, Vorsitzende Frau Cäcilie Grewe, Körnerstr. 10, ☒ 39. NäheresAbschn. V, siehe Inhaltsverzeichnis — [537, 1421, 865, 1487]
directory-entry: — Emil, Wirtschaft, ☎ III, 2579, Klosterthor 9, ☒ 1 — [907, 1568, 1218, 1585]
directory-entry: — Uhlenhorster Krippe des Uhlenhorster Frauenverein, Uhlenhorst, Canalstr. 39/41, ☒ 21, Vors.: Frau C. Grewe, ☎ I, 8077, Körnerstr. 10, ☒ 39 — [537, 1552, 865, 1618]
directory-entry: — R., Osterstr. 161, ☒ 31 — [1219, 322, 1372, 339]
directory-entry: — Th., Mühlenarbtr., Robinsonstr. 1, ☒ 35 — [179, 305, 431, 322]
directory-entry: — Alb., Tischler, Gertigstr. 21, ☒ 39 — [179, 1585, 395, 1602]
directory-entry: — Uhlich, F. C. A., Vergolder, Gemäldegestaurator, Glaserei und Kunsthandlg., BCto: Volksb., ☎ III, 7445, Lübeckerstr. 63, ☒ 24 — [893, 617, 1221, 667]
directory-entry: — Frau M., Schneiderin, Eckernförderstrasse 16, ☒ 4 — [1219, 797, 1533, 831]
directory-entry: — H., Gerichtsvollzieher, Reimarusstr. 7 — [551, 600, 790, 617]
directory-entry: Uhrlau, Ernst, Schlachtermstr., ☎ V, 1409, Borstelerchaussee 221 — [1205, 1175, 1533, 1208]
directory-entry: — K., Tischler, ☎ VI, 2701, Schenkendorffstr. 28, ☒ 21 — [907, 1716, 1221, 1749]
directory-entry: — Wwe. M., BCto: H.- u. V.-B., Gr.-Borstel, Borstelerchaussee 221 — [1219, 1240, 1533, 1274]
directory-entry: Ulawski, St., Hardenstr. 82, H. 2, ☒ 27 — [1205, 1601, 1434, 1618]
directory-entry: — Uhlenhorster Fährhaus, Inh: Johs. Schwegler, ☎ V, 3300-3308, Fährstr. 1, ☒ 21 — [537, 1388, 865, 1421]
directory-entry: Uetzfeldt, W., Arbtr., Baustr. 18/20, H. 2 — [165, 683, 401, 699]
directory-entry: Uffhausen Wwe., F., Weissnäherin, Jungmannstr. 13, ☒ 23 — [165, 1355, 493, 1389]
directory-entry: — Aug., Werkzeugm., Stieglitzstr. 15 — [179, 715, 398, 732]
directory-entry: — Frl. Math., Papierhdlg., Wandsbeckerchaussee 44, ☒ 23 — [907, 1125, 1221, 1159]
directory-entry: — Rich., Reisender, ☎ IV, 7981, Wandsbeckerchaussee 221, ☒ 23 — [907, 1273, 1221, 1307]
directory-entry: — E. R., Malermstr., Schmilinskystr. 40 — [551, 1093, 786, 1110]
directory-entry: — C., Maurer, Kegelhofstr. 9, ☒ 20 — [551, 1043, 761, 1060]
directory-entry: — B., Packer, Schulterblatt 58a, H. 2 — [907, 1552, 1125, 1569]
directory-entry: ⊙ Ugland & Bankwitz, H., nord. Produkte, BCto: Vereinsb. unter M. E. Framhein, ☎ VI, 14, Catharinenstrasse 31, ☒ 8, Inh: Eylert Ugland — [165, 1485, 493, 1553]
directory-entry: Ulbrich, B., u. A. Röder, Sattlerei, Wandsbeckerchaussee 206, Wohn: Kantstrasse 9, ☒ 23 — [1205, 1733, 1533, 1782]
directory-entry: Uhrhammer, Chr., Kaufm., Pestalozzistr. 52 — [1205, 1043, 1461, 1060]
directory-entry: Uhrbrock, A., Schreiber, Beethovenstr. 2 — [1205, 830, 1443, 847]
directory-entry: — Ludw., Tischler, Kibitzstr. 17, ☒ 23 — [907, 1076, 1134, 1093]
directory-entry: — Aug., Strassenb.-Schaffn., Freihafenstrasse 40, ☒ 27 — [179, 1634, 493, 1667]
directory-entry: — Wwe., H. G., Richardstr. 52, ☒ 23 — [1219, 1076, 1439, 1093]
directory-column-2 — [537, 158, 865, 2033]
directory-entry: — Friedr., Tapezier und Dekorateur, ☎ IV, 4657, Papenhuderstr. 65, ☒ 24 — [907, 469, 1221, 503]
directory-entry: Uerkwitz, C., Arbtr., Böhmkenstr. 39, ☒ 9 — [165, 666, 412, 683]
directory-entry: Uibigau, Frl. A., Lehrerin, Wandsbeckerstieg 36, ☒ 24 — [1205, 1404, 1525, 1421]
directory-entry: — W., von Essenstr. 59, ☒ 22 — [551, 961, 727, 978]
directory-entry: — O., Arbtr., Marckmannstr. 207, ☒ 27 — [179, 1158, 412, 1175]
directory-entry: — G., Schneider, Schäferstr. 9, H. 8, ☒ 6 — [907, 1601, 1149, 1618]
directory-entry: — Jos., Restaurant, ☎ V, 4420, Raboisen 91, ☒ 1 — [907, 1404, 1203, 1421]
directory-entry: — Heinrich, Betten, BCto: Deutsche B. Fil. Hbg., ☎ IV, 8038, Billh. Röhrendamm 168, Wohn: das. 115, ☒ 27 — [1219, 1683, 1533, 1733]
directory-entry: — Emanuel, Schuhm., Langenfelderdamm 29, ☒ 19 — [1219, 1798, 1527, 1815]
